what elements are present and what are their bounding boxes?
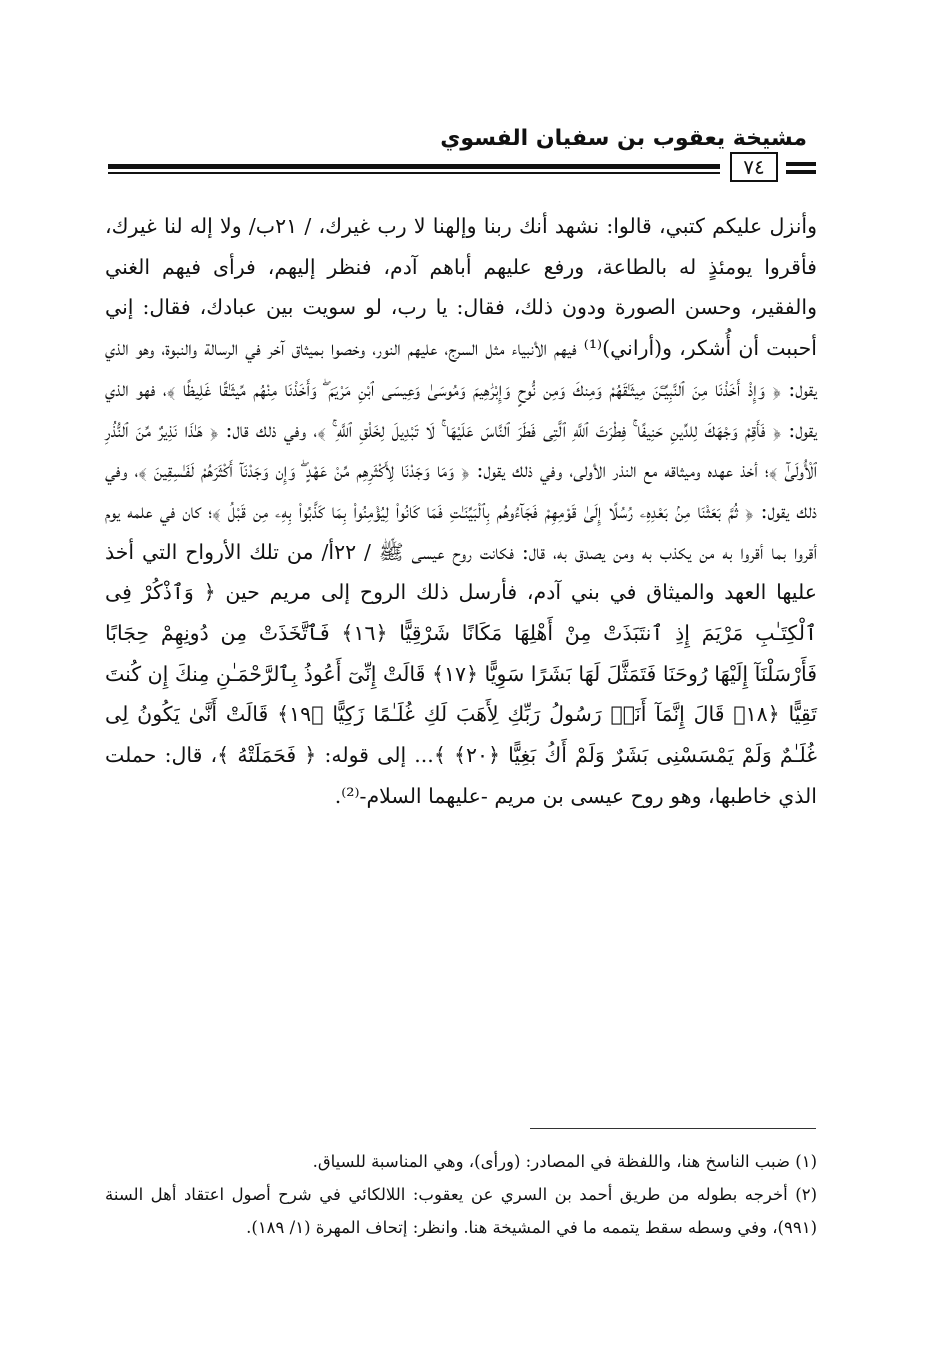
- text-segment: وأنزل عليكم كتبي، قالوا: نشهد أنك ربنا وإلهنا لا رب غيرك، / ٢١ب/ ولا إله لنا غيرك، فأقروا يومئذٍ له بالطاعة، ورفع عليهم أباهم آدم، فنظر إليهم، فرأى فيهم الغني والفقير، وحسن الصورة ودون ذلك، فقال: يا رب، لو سويت بين عبادك، فقال: إني أحببت أن أُشكر، و(أراني)⁽¹⁾ فيهم الأنبياء مثل السرج، عليهم النور، وخصوا بميثاق آخر في الرسالة والنبوة، وهو الذي يقول:: [105, 214, 818, 401]
- quran-verse: ﴿ هَـٰذَا نَذِيرٌ مِّنَ ٱلنُّذُرِ ٱلْأُولَىٰٓ ﴾: [105, 417, 817, 483]
- header-rule-thick: [108, 164, 720, 169]
- text-segment: ، قال: حملت الذي خاطبها، وهو روح عيسى بن مريم -عليهما السلام-⁽²⁾.: [105, 743, 817, 808]
- header-rule-thin: [108, 172, 720, 174]
- main-text: [105, 206, 817, 817]
- quran-verse: ﴿ وَٱذْكُرْ فِى ٱلْكِتَـٰبِ مَرْيَمَ إِذِ ٱنتَبَذَتْ مِنْ أَهْلِهَا مَكَانًا شَرْقِيًّا ﴿١٦﴾ فَٱتَّخَذَتْ مِن دُونِهِمْ حِجَابًا فَأَرْسَلْنَآ إِلَيْهَا رُوحَنَا فَتَمَثَّلَ لَهَا بَشَرًا سَوِيًّا ﴿١٧﴾ قَالَتْ إِنِّىٓ أَعُوذُ بِٱلرَّحْمَـٰنِ مِنكَ إِن كُنتَ تَقِيًّا ﴿١٨﴾ قَالَ إِنَّمَآ أَنَا۠ رَسُولُ رَبِّكِ لِأَهَبَ لَكِ غُلَـٰمًا زَكِيًّا ﴿١٩﴾ قَالَتْ أَنَّىٰ يَكُونُ لِى غُلَـٰمٌ وَلَمْ يَمْسَسْنِى بَشَرٌ وَلَمْ أَكُ بَغِيًّا ﴿٢٠﴾ ﴾: [105, 580, 818, 768]
- text-segment: ؛ أخذ عهده وميثاقه مع النذر الأولى، وفي ذلك يقول:: [469, 458, 769, 483]
- page-number: ٧٤: [730, 152, 778, 182]
- quran-verse: ﴿ فَأَقِمْ وَجْهَكَ لِلدِّينِ حَنِيفًا ۚ فِطْرَتَ ٱللَّهِ ٱلَّتِى فَطَرَ ٱلنَّاسَ عَلَيْهَا ۚ لَا تَبْدِيلَ لِخَلْقِ ٱللَّهِ ۚ ﴾: [317, 417, 782, 442]
- footnote-2: (٢) أخرجه بطوله من طريق أحمد بن السري عن يعقوب: اللالكائي في شرح أصول اعتقاد أهل السنة (٩٩١)، وفي وسطه سقط يتممه ما في المشيخة هنا. وانظر: إتحاف المهرة (١/ ١٨٩).: [105, 1185, 817, 1237]
- text-segment: ... إلى قوله:: [316, 743, 434, 768]
- text-segment: ، وفي ذلك يقول:: [105, 458, 818, 523]
- page-number-rule-bottom: [786, 170, 816, 174]
- footnotes: [105, 1145, 817, 1244]
- quran-verse: ﴿ ثُمَّ بَعَثْنَا مِنۢ بَعْدِهِۦ رُسُلًا إِلَىٰ قَوْمِهِمْ فَجَآءُوهُم بِٱلْبَيِّنَـٰتِ فَمَا كَانُوا۟ لِيُؤْمِنُوا۟ بِمَا كَذَّبُوا۟ بِهِۦ مِن قَبْلُ ﴾: [212, 498, 754, 523]
- quran-verse: ﴿ وَمَا وَجَدْنَا لِأَكْثَرِهِم مِّنْ عَهْدٍ ۖ وَإِن وَجَدْنَآ أَكْثَرَهُمْ لَفَـٰسِقِينَ ﴾: [138, 458, 470, 483]
- page-number-rule-top: [786, 162, 816, 166]
- quran-verse: ﴿ فَحَمَلَتْهُ ﴾: [217, 743, 317, 768]
- running-header-title: مشيخة يعقوب بن سفيان الفسوي: [440, 126, 807, 151]
- quran-verse: ﴿ وَإِذْ أَخَذْنَا مِنَ ٱلنَّبِيِّـۧنَ مِيثَـٰقَهُمْ وَمِنكَ وَمِن نُّوحٍ وَإِبْرَٰهِيمَ وَمُوسَىٰ وَعِيسَى ٱبْنِ مَرْيَمَ ۖ وَأَخَذْنَا مِنْهُم مِّيثَـٰقًا غَلِيظًا ﴾: [166, 376, 781, 401]
- footnote-1: (١) ضبب الناسخ هنا، واللفظة في المصادر: (ورأى)، وهي المناسبة للسياق.: [312, 1152, 817, 1171]
- text-segment: ؛ كان في علمه يوم أقروا بما أقروا به من يكذب به ومن يصدق به، قال: فكانت روح عيسى ﷺ / ٢٢أ/ من تلك الأرواح التي أخذ عليها العهد والميثاق في بني آدم، فأرسل ذلك الروح إلى مريم حين: [105, 498, 818, 605]
- footnote-separator: [530, 1128, 816, 1129]
- text-segment: ، فهو الذي يقول:: [105, 376, 817, 442]
- text-segment: ، وفي ذلك قال:: [218, 417, 318, 442]
